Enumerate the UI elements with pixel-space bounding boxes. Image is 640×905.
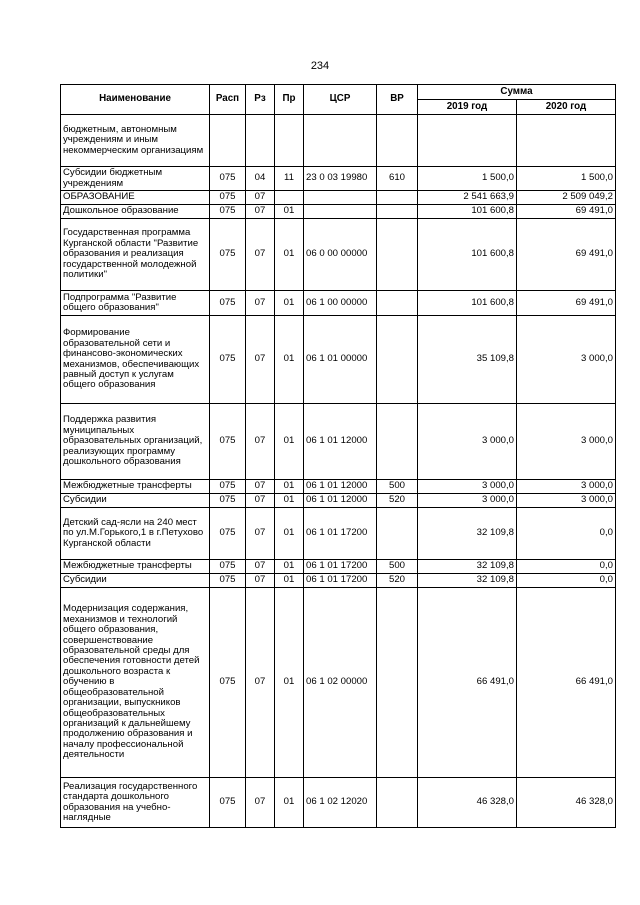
cell-2019: 35 109,8 <box>418 316 517 404</box>
page-number: 234 <box>310 60 330 72</box>
cell-csr: 06 0 00 00000 <box>304 219 377 291</box>
cell-pr: 01 <box>275 494 304 508</box>
cell-2020: 3 000,0 <box>517 404 616 480</box>
cell-2020: 69 491,0 <box>517 219 616 291</box>
table-body <box>61 115 616 828</box>
cell-vr <box>377 588 418 778</box>
cell-rasp: 075 <box>210 316 246 404</box>
cell-vr <box>377 205 418 219</box>
cell-name: Формирование образовательной сети и финансово-экономических механизмов, обеспечивающих равный доступ к услугам общего образования <box>61 316 210 404</box>
cell-name: бюджетным, автономным учреждениям и иным некоммерческим организациям <box>61 115 210 167</box>
cell-rasp: 075 <box>210 494 246 508</box>
cell-name: Детский сад-ясли на 240 мест по ул.М.Горького,1 в г.Петухово Курганской области <box>61 508 210 560</box>
cell-2019: 1 500,0 <box>418 167 517 191</box>
cell-csr: 06 1 02 12020 <box>304 778 377 828</box>
cell-2020 <box>517 115 616 167</box>
cell-vr <box>377 778 418 828</box>
table-row <box>61 480 616 494</box>
cell-2020: 69 491,0 <box>517 291 616 316</box>
cell-csr: 06 1 01 17200 <box>304 508 377 560</box>
cell-rz: 07 <box>246 480 275 494</box>
cell-rasp: 075 <box>210 167 246 191</box>
cell-rz: 07 <box>246 778 275 828</box>
cell-rasp: 075 <box>210 560 246 574</box>
cell-2020: 66 491,0 <box>517 588 616 778</box>
cell-name: Государственная программа Курганской области "Развитие образования и реализация государственной молодежной политики" <box>61 219 210 291</box>
cell-2019: 101 600,8 <box>418 291 517 316</box>
cell-csr: 06 1 01 00000 <box>304 316 377 404</box>
table-row <box>61 167 616 191</box>
cell-name: Межбюджетные трансферты <box>61 560 210 574</box>
table-row <box>61 508 616 560</box>
cell-vr <box>377 291 418 316</box>
table-row <box>61 574 616 588</box>
cell-csr: 06 1 00 00000 <box>304 291 377 316</box>
cell-2019 <box>418 115 517 167</box>
header-csr: ЦСР <box>304 85 377 115</box>
cell-vr: 500 <box>377 560 418 574</box>
header-rasp: Расп <box>210 85 246 115</box>
cell-rasp: 075 <box>210 480 246 494</box>
cell-pr: 01 <box>275 291 304 316</box>
cell-rz: 07 <box>246 316 275 404</box>
cell-pr: 01 <box>275 588 304 778</box>
header-name: Наименование <box>61 85 210 115</box>
cell-2019: 3 000,0 <box>418 494 517 508</box>
table-row <box>61 778 616 828</box>
cell-vr <box>377 404 418 480</box>
cell-vr <box>377 191 418 205</box>
cell-vr: 520 <box>377 494 418 508</box>
table-row <box>61 219 616 291</box>
cell-2020: 3 000,0 <box>517 316 616 404</box>
cell-rasp: 075 <box>210 404 246 480</box>
cell-name: Подпрограмма "Развитие общего образования" <box>61 291 210 316</box>
table-row <box>61 115 616 167</box>
cell-name: Межбюджетные трансферты <box>61 480 210 494</box>
cell-2019: 2 541 663,9 <box>418 191 517 205</box>
table-row <box>61 291 616 316</box>
cell-csr: 06 1 01 17200 <box>304 560 377 574</box>
cell-csr: 23 0 03 19980 <box>304 167 377 191</box>
cell-rz: 07 <box>246 191 275 205</box>
cell-rz <box>246 115 275 167</box>
cell-pr: 01 <box>275 778 304 828</box>
header-pr: Пр <box>275 85 304 115</box>
cell-2019: 32 109,8 <box>418 574 517 588</box>
table-row <box>61 191 616 205</box>
cell-pr: 01 <box>275 508 304 560</box>
cell-rasp: 075 <box>210 191 246 205</box>
cell-2020: 0,0 <box>517 560 616 574</box>
cell-2020: 3 000,0 <box>517 494 616 508</box>
cell-pr: 11 <box>275 167 304 191</box>
cell-2019: 3 000,0 <box>418 480 517 494</box>
table-row <box>61 205 616 219</box>
cell-pr: 01 <box>275 219 304 291</box>
header-year-2020: 2020 год <box>517 100 616 115</box>
cell-name: Модернизация содержания, механизмов и технологий общего образования, совершенствование образовательной среды для обеспечения готовности детей дошкольного возраста к обучению в общеобразовательной организации, выпускников общеобразовательных организаций к дальнейшему продолжению образования и началу профессиональной деятельности <box>61 588 210 778</box>
cell-rz: 07 <box>246 508 275 560</box>
cell-2019: 32 109,8 <box>418 508 517 560</box>
cell-csr: 06 1 02 00000 <box>304 588 377 778</box>
cell-csr: 06 1 01 12000 <box>304 494 377 508</box>
cell-rasp: 075 <box>210 508 246 560</box>
cell-2020: 2 509 049,2 <box>517 191 616 205</box>
table-row <box>61 494 616 508</box>
cell-csr <box>304 191 377 205</box>
cell-2020: 0,0 <box>517 508 616 560</box>
cell-name: Дошкольное образование <box>61 205 210 219</box>
cell-rz: 07 <box>246 291 275 316</box>
cell-pr: 01 <box>275 480 304 494</box>
cell-2019: 101 600,8 <box>418 205 517 219</box>
table-row <box>61 404 616 480</box>
cell-vr <box>377 316 418 404</box>
cell-2019: 46 328,0 <box>418 778 517 828</box>
cell-rz: 07 <box>246 494 275 508</box>
cell-pr: 01 <box>275 316 304 404</box>
cell-name: Субсидии <box>61 494 210 508</box>
cell-2019: 66 491,0 <box>418 588 517 778</box>
header-sum: Сумма <box>418 85 616 100</box>
cell-vr: 610 <box>377 167 418 191</box>
cell-pr: 01 <box>275 574 304 588</box>
cell-rasp: 075 <box>210 219 246 291</box>
cell-rasp: 075 <box>210 291 246 316</box>
cell-pr: 01 <box>275 404 304 480</box>
cell-csr: 06 1 01 17200 <box>304 574 377 588</box>
cell-2020: 0,0 <box>517 574 616 588</box>
cell-2019: 101 600,8 <box>418 219 517 291</box>
cell-2020: 69 491,0 <box>517 205 616 219</box>
cell-pr <box>275 115 304 167</box>
cell-vr <box>377 508 418 560</box>
cell-name: ОБРАЗОВАНИЕ <box>61 191 210 205</box>
cell-rasp: 075 <box>210 778 246 828</box>
cell-rz: 07 <box>246 404 275 480</box>
cell-rz: 07 <box>246 574 275 588</box>
cell-pr: 01 <box>275 205 304 219</box>
table-row <box>61 588 616 778</box>
cell-vr: 500 <box>377 480 418 494</box>
cell-2020: 46 328,0 <box>517 778 616 828</box>
cell-pr: 01 <box>275 560 304 574</box>
cell-name: Субсидии бюджетным учреждениям <box>61 167 210 191</box>
cell-rz: 07 <box>246 560 275 574</box>
cell-rz: 04 <box>246 167 275 191</box>
cell-name: Субсидии <box>61 574 210 588</box>
cell-rasp: 075 <box>210 574 246 588</box>
cell-2020: 3 000,0 <box>517 480 616 494</box>
cell-2019: 32 109,8 <box>418 560 517 574</box>
header-year-2019: 2019 год <box>418 100 517 115</box>
cell-csr <box>304 115 377 167</box>
cell-pr <box>275 191 304 205</box>
cell-csr: 06 1 01 12000 <box>304 404 377 480</box>
cell-vr: 520 <box>377 574 418 588</box>
cell-2019: 3 000,0 <box>418 404 517 480</box>
header-vr: ВР <box>377 85 418 115</box>
header-rz: Рз <box>246 85 275 115</box>
cell-rz: 07 <box>246 205 275 219</box>
cell-csr: 06 1 01 12000 <box>304 480 377 494</box>
cell-name: Реализация государственного стандарта дошкольного образования на учебно-наглядные <box>61 778 210 828</box>
cell-rz: 07 <box>246 219 275 291</box>
cell-name: Поддержка развития муниципальных образовательных организаций, реализующих программу дошкольного образования <box>61 404 210 480</box>
cell-csr <box>304 205 377 219</box>
cell-2020: 1 500,0 <box>517 167 616 191</box>
table-row <box>61 316 616 404</box>
cell-vr <box>377 219 418 291</box>
cell-rasp: 075 <box>210 205 246 219</box>
cell-rasp <box>210 115 246 167</box>
budget-table <box>60 84 616 828</box>
table-row <box>61 560 616 574</box>
cell-vr <box>377 115 418 167</box>
cell-rasp: 075 <box>210 588 246 778</box>
cell-rz: 07 <box>246 588 275 778</box>
